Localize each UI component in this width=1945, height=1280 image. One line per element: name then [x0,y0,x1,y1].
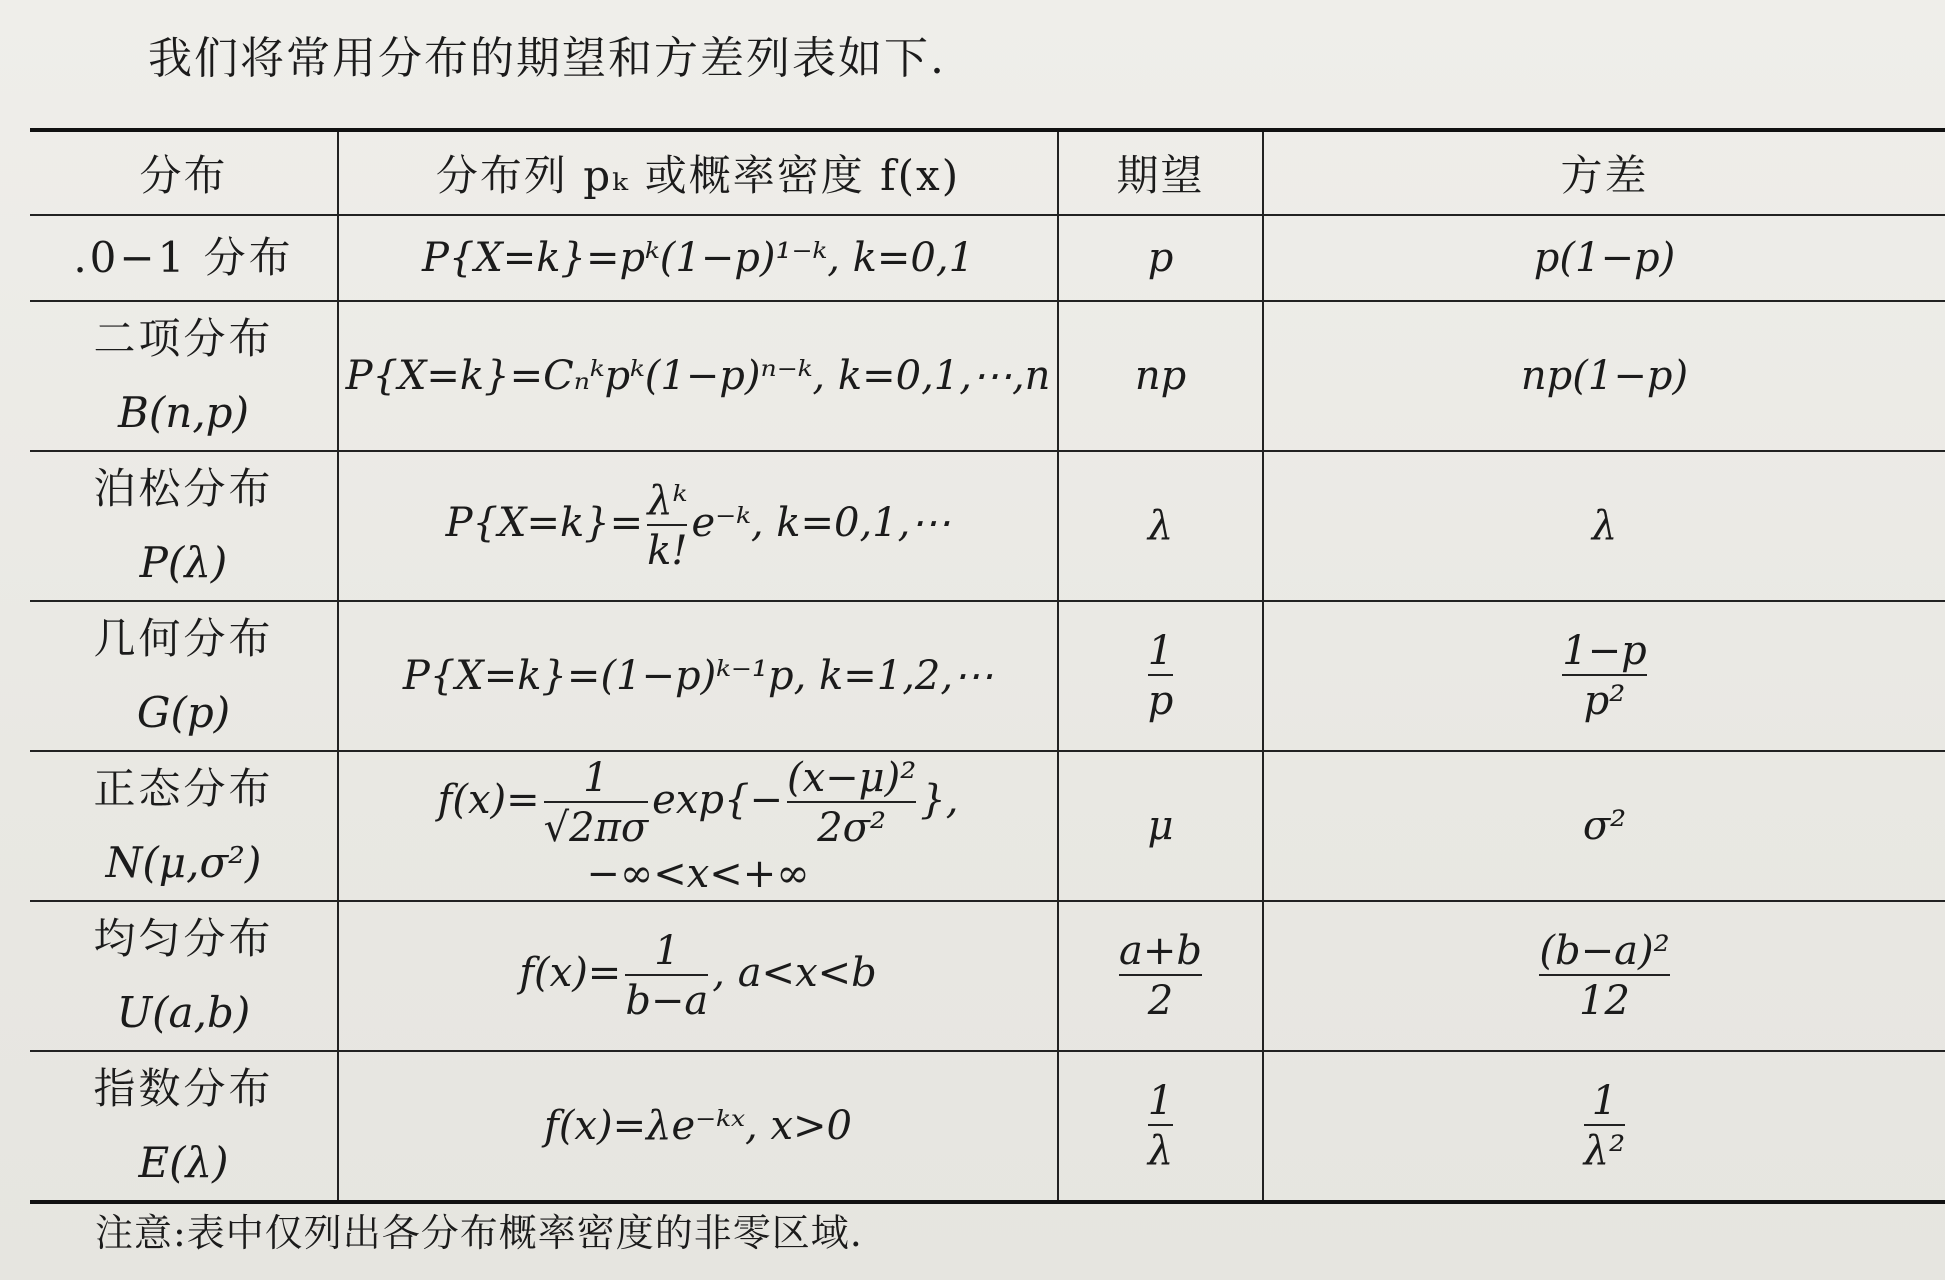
formula-right: e⁻ᵏ, k=0,1,⋯ [691,500,951,546]
formula-cell [338,1051,1058,1202]
fraction-numerator: 1 [1147,1078,1174,1124]
header-row [30,130,1945,215]
variance-fraction [1562,628,1647,724]
dist-symbol: U(a,b) [116,988,251,1037]
formula-fraction [544,755,649,851]
fraction-denominator: λ [1148,1124,1173,1174]
formula-cell [338,601,1058,751]
dist-name: 几何分布 [93,614,274,663]
dist-name-cell [30,451,338,601]
dist-name: 正态分布 [93,764,274,813]
fraction-denominator: p² [1562,674,1647,724]
footnote: 注意:表中仅列出各分布概率密度的非零区域. [95,1211,863,1255]
row-binomial [30,301,1945,451]
mean-cell [1058,1051,1263,1202]
dist-name: 指数分布 [93,1064,274,1113]
formula-cell [338,301,1058,451]
fraction-numerator: 1 [654,928,680,974]
mean-fraction [1119,928,1202,1024]
variance: p(1−p) [1533,235,1676,281]
mean-cell [1058,215,1263,301]
formula-right: , a<x<b [712,950,877,996]
formula: P{X=k}=pᵏ(1−p)¹⁻ᵏ, k=0,1 [421,235,975,281]
formula-cell [338,751,1058,901]
variance-cell [1263,601,1945,751]
fraction-numerator: 1 [583,755,609,801]
fraction-denominator: k! [647,524,687,574]
dist-name-cell [30,1051,338,1202]
header-formula: 分布列 pₖ 或概率密度 f(x) [338,130,1058,215]
formula-fraction-exponent [787,755,916,851]
formula-cell [338,451,1058,601]
fraction-numerator: λᵏ [647,478,688,524]
mean-cell [1058,901,1263,1051]
dist-name-cell [30,601,338,751]
row-bernoulli [30,215,1945,301]
row-exponential [30,1051,1945,1202]
row-uniform [30,901,1945,1051]
dist-name-cell [30,751,338,901]
row-geometric [30,601,1945,751]
fraction-numerator: 1 [1591,1078,1618,1124]
dist-symbol: B(n,p) [118,388,249,437]
variance-cell [1263,751,1945,901]
formula: P{X=k}=Cₙᵏpᵏ(1−p)ⁿ⁻ᵏ, k=0,1,⋯,n [345,353,1051,399]
formula-cell [338,901,1058,1051]
fraction-numerator: 1−p [1562,628,1647,674]
formula-left: f(x)= [437,777,540,823]
header-variance: 方差 [1263,130,1945,215]
formula-right: }, −∞<x<+∞ [586,777,959,897]
fraction-denominator: 12 [1539,974,1669,1024]
mean: p [1147,235,1174,281]
formula: P{X=k}=(1−p)ᵏ⁻¹p, k=1,2,⋯ [402,653,994,699]
fraction-denominator: 2σ² [787,801,916,851]
fraction-numerator: (x−μ)² [786,755,917,801]
fraction-denominator: 2 [1119,974,1202,1024]
fraction-denominator: b−a [625,974,708,1024]
formula: f(x)=λe⁻ᵏˣ, x>0 [544,1103,852,1149]
variance-cell [1263,451,1945,601]
dist-name: 二项分布 [93,314,274,363]
variance-cell [1263,901,1945,1051]
row-normal [30,751,1945,901]
fraction-numerator: 1 [1147,628,1174,674]
mean: μ [1147,803,1174,849]
dist-name-cell [30,901,338,1051]
intro-text: 我们将常用分布的期望和方差列表如下. [148,33,946,84]
dist-symbol: G(p) [136,688,231,737]
dist-symbol: E(λ) [138,1138,229,1187]
dist-name: 泊松分布 [93,464,274,513]
mean-cell [1058,451,1263,601]
mean-cell [1058,601,1263,751]
variance-fraction [1584,1078,1625,1174]
dist-symbol: P(λ) [139,538,228,587]
variance-fraction [1539,928,1669,1024]
variance: λ [1591,503,1618,549]
distribution-table [30,128,1945,1204]
formula-left: P{X=k}= [445,500,644,546]
header-mean: 期望 [1058,130,1263,215]
dist-name-cell [30,215,338,301]
fraction-denominator: p [1148,674,1174,724]
header-distribution: 分布 [30,130,338,215]
variance: σ² [1582,803,1627,849]
formula-cell [338,215,1058,301]
variance: np(1−p) [1520,353,1689,399]
fraction-denominator: √2πσ [544,801,649,851]
formula-mid: exp{− [652,777,783,823]
variance-cell [1263,215,1945,301]
dist-name-cell [30,301,338,451]
formula-fraction [647,478,687,574]
variance-cell [1263,1051,1945,1202]
mean-cell [1058,751,1263,901]
mean-fraction [1148,1078,1173,1174]
row-poisson [30,451,1945,601]
dist-name: .0−1 分布 [73,233,294,282]
variance-cell [1263,301,1945,451]
mean-fraction [1148,628,1174,724]
formula-fraction [625,928,708,1024]
fraction-numerator: (b−a)² [1539,928,1670,974]
dist-symbol: N(μ,σ²) [105,838,262,887]
mean-cell [1058,301,1263,451]
fraction-denominator: λ² [1584,1124,1625,1174]
mean: np [1134,353,1187,399]
fraction-numerator: a+b [1119,928,1202,974]
mean: λ [1147,503,1174,549]
dist-name: 均匀分布 [93,914,274,963]
formula-left: f(x)= [519,950,622,996]
